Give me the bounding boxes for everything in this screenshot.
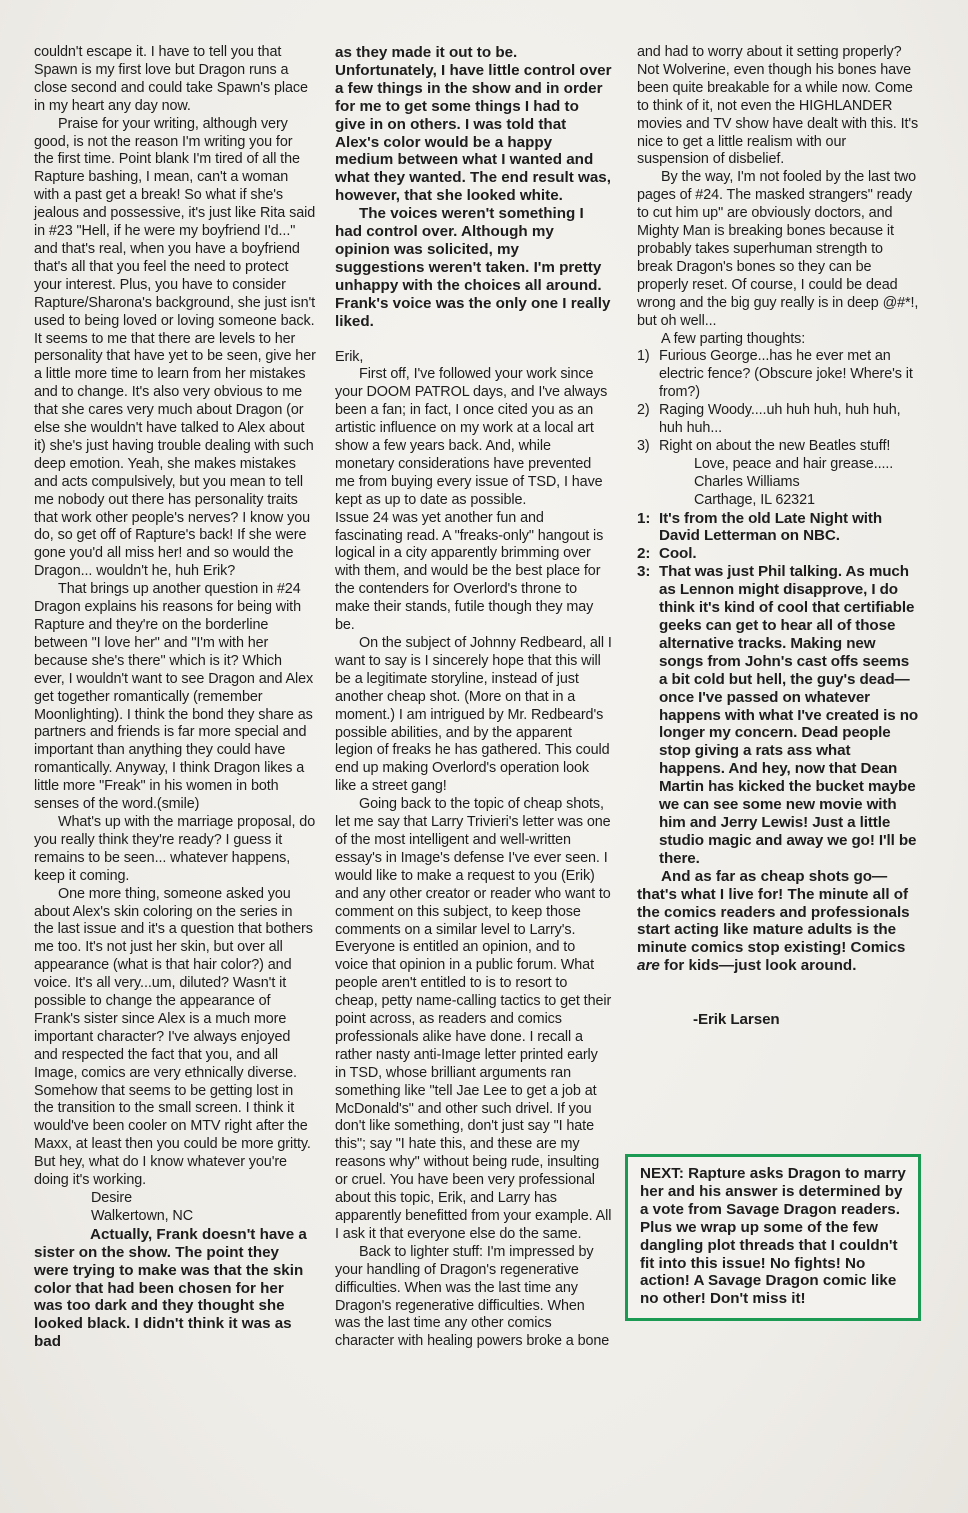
next-issue-box	[625, 1154, 921, 1321]
editor-reply: The voices weren't something I had control over. Although my opinion was solicited, my suggestions weren't taken. I'm pretty unhappy with the choices all around. Frank's voice was the only one I really liked.	[335, 205, 611, 330]
letter-text: Going back to the topic of cheap shots, let me say that Larry Trivieri's letter was one of the most intelligent and well-written essay's in Image's defense I've ever seen. I would like to make a request to you (Erik) and any other creator or reader who want to comment on this subject, to keep those comments on a similar level to Larry's. Everyone is entitled an opinion, and to voice that opinion in a public forum. What people aren't entitled to is to resort to cheap, petty name-calling tactics to get their point across, as readers and comics professionals alike have done. I recall a rather nasty anti-Image letter printed early in TSD, whose brilliant arguments ran something like "tell Jae Lee to get a job at McDonald's" and other such drivel. If you don't like something, don't just say "I hate this"; say "I hate this, and these are my reasons why" without being rude, insulting or cruel. You have been very professional about this topic, Erik, and Larry has apparently benefitted from your example. All I ask it that everyone else do the same.	[335, 796, 612, 1242]
parting-thoughts-list	[637, 348, 919, 455]
letter-text: Back to lighter stuff: I'm impressed by your handling of Dragon's regenerative difficulties. When was the last time any Dragon's regenerative difficulties. When was the last time any other comics character with healing powers broke a bone	[335, 1243, 610, 1350]
column-left	[34, 44, 316, 1351]
letter-salutation: Erik,	[335, 348, 364, 365]
letter-text: and had to worry about it setting properly? Not Wolverine, even though his bones have been quite breakable for a while now. Come to think of it, not even the HIGHLANDER movies and TV show have dealt with this. It's nice to get a little realism with our suspension of disbelief.	[637, 44, 919, 168]
list-item: 3: That was just Phil talking. As much as Lennon might disapprove, I do think it's kind of cool that certifiable geeks can get to hear all of those alternative tracks. Making new songs from John's cast offs seems a bit cold but hell, the guy's dead— once I've passed on whatever happens with what I've created is no longer my concern. Dead people stop giving a rats ass what happens. And hey, now that Dean Martin has kicked the bucket maybe we can see some new movie with him and Jerry Lewis! Just a little studio magic and away we go! I'll be there.	[637, 563, 919, 867]
letter-text: Praise for your writing, although very good, is not the reason I'm writing you for the first time. Point blank I'm tired of all the Rapture bashing, I mean, can't a woman with a past get a break! So what if she's jealous and possessive, it's just like Rita said in #23 "Hell, if he were my boyfriend I'd..." and that's real, when you have a boyfriend that's all that you feel the need to protect your interest. Plus, you have to consider Rapture/Sharona's background, she just isn't used to being loved or loving someone back. It seems to me that there are levels to her personality that have yet to be seen, give her a little more time to learn from her mistakes and to change. It's also very obvious to me that she cares very much about Dragon (or else she wouldn't have talked to Alex about it) she's just having trouble dealing with such deep emotion. Yeah, she makes mistakes and acts compulsively, but you mean to tell me nobody out there has personality traits that work other people's nerves? I know you do, so get off of Rapture's back! If she were gone you'd all miss her! and so would the Dragon... wouldn't he, huh Erik?	[34, 115, 316, 580]
column-right	[637, 44, 919, 1029]
letter-text: By the way, I'm not fooled by the last two pages of #24. The masked strangers" ready to cut him up" are obviously doctors, and Mighty Man is breaking bones because it probably takes superhuman strength to break Dragon's bones so they can be properly reset. Of course, I could be dead wrong and the big guy really is in deep @#*!, but oh well...	[637, 169, 919, 329]
letter-signature-name: Charles Williams	[694, 473, 800, 490]
letter-text: A few parting thoughts:	[661, 330, 806, 347]
editor-signoff: -Erik Larsen	[693, 1011, 780, 1029]
letter-text: That brings up another question in #24 Dragon explains his reasons for being with Rapture and they're on the borderline between "I love her" and "I'm with her because she's there" which is it? Which ever, I wouldn't want to see Dragon and Alex get together romantically (remember Moonlighting). I think the bond they share as partners and friends is far more special and important than anything they could have romantically. Anyway, I think Dragon likes a little more "Freak" in his women in both senses of the word.(smile)	[34, 581, 314, 813]
letter-text: First off, I've followed your work since your DOOM PATROL days, and I've always been a fan; in fact, I once cited you as an artistic influence on my work at a local art show a few years back. And, while monetary considerations have prevented me from buying every issue of TSD, I have kept as up to date as possible.	[335, 366, 608, 508]
editor-reply: Actually, Frank doesn't have a sister on the show. The point they were trying to make was that the skin color that had been chosen for her was too dark and they thought she looked black. I didn't think it was as bad	[34, 1225, 307, 1351]
letter-text: One more thing, someone asked you about Alex's skin coloring on the series in the last issue and it's a question that bothers me too. It's not just her skin, but over all appearance (what is that hair color?) and voice. It's all very...um, diluted? Wasn't it possible to change the appearance of Frank's sister since Alex is a much more important character? I've always enjoyed and respected the fact that you, and all Image, comics are very ethnically diverse. Somehow that seems to be getting lost in the transition to the small screen. I think it would've been cooler on MTV right after the Maxx, at least then you could be more gritty. But hey, what do I know whatever you're doing it's working.	[34, 885, 313, 1189]
editor-answers-list	[637, 510, 919, 868]
list-item: 2: Cool.	[637, 545, 697, 563]
letter-text: What's up with the marriage proposal, do you really think they're ready? I guess it remains to be seen... whatever happens, keep it coming.	[34, 813, 316, 884]
letter-signature-name: Desire	[91, 1190, 132, 1206]
editor-reply: And as far as cheap shots go—that's what I live for! The minute all of the comics readers and professionals start acting like mature adults is the minute comics stop existing! Comics are for kids—just look around.	[637, 867, 910, 975]
column-middle	[335, 44, 612, 1351]
spacer	[335, 331, 612, 349]
letter-signature-place: Carthage, IL 62321	[694, 491, 815, 508]
list-item: 1) Furious George...has he ever met an electric fence? (Obscure joke! Where's it from?)	[637, 348, 913, 401]
list-item: 2) Raging Woody....uh huh huh, huh huh, huh huh...	[637, 402, 901, 437]
letter-closing: Love, peace and hair grease.....	[694, 455, 894, 472]
letter-text: Issue 24 was yet another fun and fascinating read. A "freaks-only" hangout is logical in a city apparently brimming over with them, and would be the best place for the contenders for Overlord's throne to make their stands, futile though they may be.	[335, 509, 604, 634]
letter-text: On the subject of Johnny Redbeard, all I want to say is I sincerely hope that this will be a legitimate storyline, instead of just another cheap shot. (More on that in a moment.) I am intrigued by Mr. Redbeard's possible abilities, and by the apparent legion of freaks he has gathered. This could end up making Overlord's operation look like a street gang!	[335, 635, 612, 795]
letter-signature-place: Walkertown, NC	[91, 1207, 194, 1224]
list-item: 3) Right on about the new Beatles stuff!	[637, 437, 891, 454]
list-item: 1: It's from the old Late Night with David Letterman on NBC.	[637, 509, 883, 545]
editor-reply: as they made it out to be. Unfortunately, I have little control over a few things in the show and in order for me to get some things I had to give in on others. I was told that Alex's color would be a happy medium between what I wanted and what they wanted. The end result was, however, that she looked white.	[335, 44, 612, 205]
next-issue-text: NEXT: Rapture asks Dragon to marry her and his answer is determined by a vote from Savage Dragon readers. Plus we wrap up some of the few dangling plot threads that I couldn't fit into this issue! No fights! No action! A Savage Dragon comic like no other! Don't miss it!	[640, 1165, 906, 1308]
letter-text: couldn't escape it. I have to tell you that Spawn is my first love but Dragon runs a close second and could take Spawn's place in my heart any day now.	[34, 44, 308, 114]
